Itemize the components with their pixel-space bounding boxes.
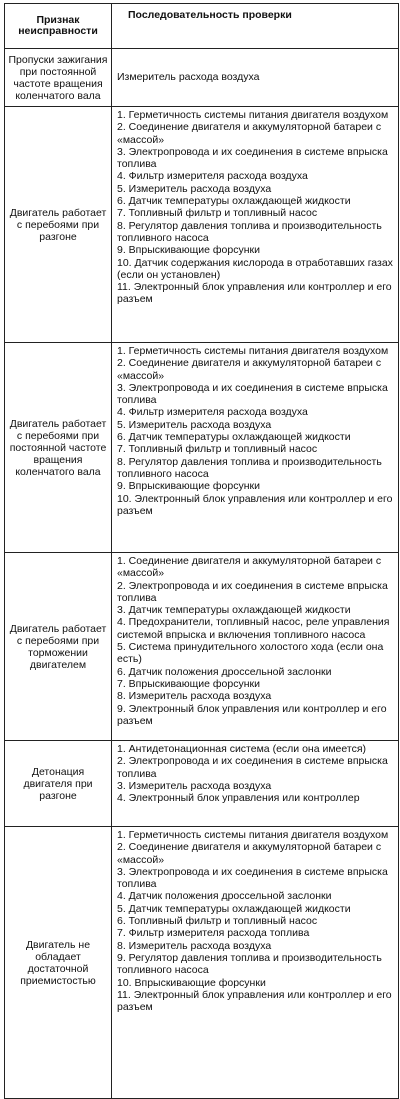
check-step: 5. Измеритель расхода воздуха bbox=[117, 182, 272, 195]
steps-cell bbox=[112, 107, 399, 343]
steps-cell bbox=[112, 553, 399, 741]
check-step: 1. Герметичность системы питания двигателя воздухом bbox=[117, 345, 389, 357]
check-step: 10. Датчик содержания кислорода в отработавших газах (если он установлен) bbox=[117, 256, 393, 281]
table-row bbox=[5, 49, 399, 107]
check-step: 4. Фильтр измерителя расхода воздуха bbox=[117, 170, 308, 183]
check-step: 11. Электронный блок управления или контроллер и его разъем bbox=[117, 988, 392, 1014]
table-body bbox=[5, 49, 399, 1099]
check-step: 2. Электропровода и их соединения в системе впрыска топлива bbox=[117, 755, 388, 780]
check-step: 5. Измеритель расхода воздуха bbox=[117, 418, 272, 431]
check-step: 2. Электропровода и их соединения в системе впрыска топлива bbox=[117, 579, 388, 604]
table-row bbox=[5, 827, 399, 1099]
check-step: 8. Регулятор давления топлива и производительность топливного насоса bbox=[117, 219, 382, 244]
steps-cell bbox=[112, 49, 399, 107]
symptom-cell: Двигатель работает с перебоями при постоянной частоте вращения коленчатого вала bbox=[5, 343, 112, 553]
header-symptom: Признак неисправности bbox=[5, 4, 112, 49]
table-row bbox=[5, 343, 399, 553]
check-step: 10. Электронный блок управления или контроллер и его разъем bbox=[117, 492, 393, 517]
check-step: 7. Топливный фильтр и топливный насос bbox=[117, 443, 318, 456]
check-step: 1. Соединение двигателя и аккумуляторной батареи с «массой» bbox=[117, 555, 382, 580]
check-step: 4. Предохранители, топливный насос, реле управления системой впрыска и включения топливного насоса bbox=[117, 616, 390, 641]
check-step: 6. Датчик температуры охлаждающей жидкости bbox=[117, 431, 351, 444]
check-step: 8. Регулятор давления топлива и производительность топливного насоса bbox=[117, 455, 382, 480]
check-step: 7. Впрыскивающие форсунки bbox=[117, 677, 260, 690]
symptom-cell: Двигатель работает с перебоями при разгоне bbox=[5, 107, 112, 343]
symptom-cell: Детонация двигателя при разгоне bbox=[5, 741, 112, 827]
check-step: 8. Измеритель расхода воздуха bbox=[117, 690, 272, 703]
check-step: 1. Герметичность системы питания двигателя воздухом bbox=[117, 109, 389, 121]
check-step: 2. Соединение двигателя и аккумуляторной батареи с «массой» bbox=[117, 121, 382, 146]
table-row bbox=[5, 107, 399, 343]
steps-cell bbox=[112, 827, 399, 1099]
table-row bbox=[5, 741, 399, 827]
check-step: 8. Измеритель расхода воздуха bbox=[117, 939, 272, 952]
check-step: 3. Измеритель расхода воздуха bbox=[117, 779, 272, 792]
check-step: 9. Впрыскивающие форсунки bbox=[117, 244, 260, 257]
check-step: 3. Электропровода и их соединения в системе впрыска топлива bbox=[117, 865, 388, 891]
check-step: 10. Впрыскивающие форсунки bbox=[117, 976, 266, 989]
check-step: 1. Антидетонационная система (если она имеется) bbox=[117, 743, 366, 755]
check-step: 6. Топливный фильтр и топливный насос bbox=[117, 915, 318, 928]
table-header-row bbox=[5, 4, 399, 49]
check-step: 5. Датчик температуры охлаждающей жидкости bbox=[117, 902, 351, 915]
check-step: 1. Герметичность системы питания двигателя воздухом bbox=[117, 829, 389, 841]
check-step: 6. Датчик температуры охлаждающей жидкости bbox=[117, 195, 351, 208]
check-step: 3. Электропровода и их соединения в системе впрыска топлива bbox=[117, 145, 388, 171]
symptom-cell: Пропуски зажигания при постоянной частоте вращения коленчатого вала bbox=[5, 49, 112, 107]
check-step: 5. Система принудительного холостого хода (если она есть) bbox=[117, 641, 384, 666]
check-step: 2. Соединение двигателя и аккумуляторной батареи с «массой» bbox=[117, 841, 382, 866]
steps-cell bbox=[112, 741, 399, 827]
steps-cell bbox=[112, 343, 399, 553]
check-step: 2. Соединение двигателя и аккумуляторной батареи с «массой» bbox=[117, 357, 382, 382]
symptom-cell: Двигатель работает с перебоями при торможении двигателем bbox=[5, 553, 112, 741]
table-row bbox=[5, 553, 399, 741]
check-step: 4. Датчик положения дроссельной заслонки bbox=[117, 890, 332, 903]
check-step: Измеритель расхода воздуха bbox=[117, 70, 260, 83]
check-step: 11. Электронный блок управления или контроллер и его разъем bbox=[117, 281, 392, 306]
check-step: 7. Фильтр измерителя расхода топлива bbox=[117, 927, 310, 940]
symptom-cell: Двигатель не обладает достаточной приемистостью bbox=[5, 827, 112, 1099]
header-sequence: Последовательность проверки bbox=[112, 4, 399, 49]
check-step: 9. Впрыскивающие форсунки bbox=[117, 480, 260, 493]
diagnostics-table bbox=[4, 3, 399, 1099]
check-step: 9. Электронный блок управления или контроллер и его разъем bbox=[117, 702, 387, 727]
check-step: 7. Топливный фильтр и топливный насос bbox=[117, 207, 318, 220]
check-step: 3. Датчик температуры охлаждающей жидкости bbox=[117, 604, 351, 617]
check-step: 9. Регулятор давления топлива и производительность топливного насоса bbox=[117, 951, 382, 977]
check-step: 6. Датчик положения дроссельной заслонки bbox=[117, 665, 332, 678]
check-step: 4. Фильтр измерителя расхода воздуха bbox=[117, 406, 308, 419]
check-step: 4. Электронный блок управления или контроллер bbox=[117, 792, 360, 805]
check-step: 3. Электропровода и их соединения в системе впрыска топлива bbox=[117, 381, 388, 407]
